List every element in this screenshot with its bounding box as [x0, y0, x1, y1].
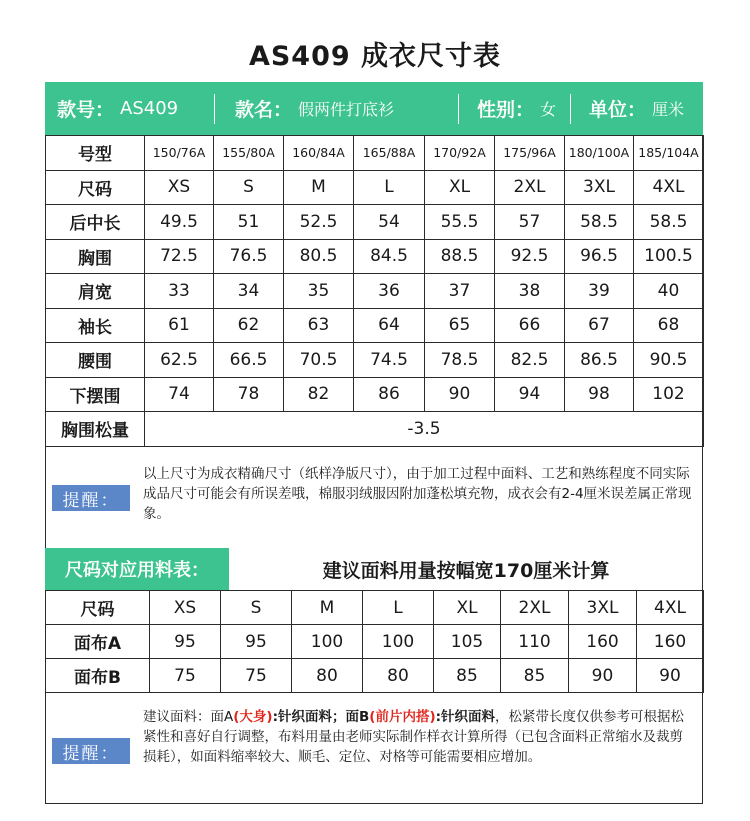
table-cell: 84.5: [354, 239, 425, 274]
row-label: 肩宽: [46, 274, 145, 309]
table-cell: 88.5: [425, 239, 495, 274]
table-cell: 96.5: [565, 239, 634, 274]
table-cell: 82.5: [495, 343, 565, 378]
table-cell: 62: [214, 308, 284, 343]
product-header-bar: [45, 82, 703, 135]
table-cell: XL: [425, 170, 495, 205]
fabric-usage-header: [45, 548, 703, 590]
table-cell: 90: [425, 377, 495, 412]
table-cell: 160: [637, 625, 704, 659]
row-label: 面布B: [46, 659, 150, 693]
row-label: 号型: [46, 136, 145, 171]
table-cell: 75: [150, 659, 221, 693]
table-cell: 34: [214, 274, 284, 309]
table-cell: L: [363, 591, 434, 625]
table-cell: 74: [145, 377, 214, 412]
fabric-table-title: 尺码对应用料表：: [45, 548, 229, 590]
notice-box-sizes: [45, 447, 703, 548]
table-cell: 67: [565, 308, 634, 343]
table-cell: 78.5: [425, 343, 495, 378]
table-cell: 102: [634, 377, 704, 412]
fabric-usage-table: [45, 590, 704, 693]
fabric-notice-part: :针织面料；面B: [272, 709, 370, 725]
table-cell: 92.5: [495, 239, 565, 274]
row-label: 腰围: [46, 343, 145, 378]
table-cell: 66: [495, 308, 565, 343]
table-cell: 85: [434, 659, 501, 693]
row-label: 尺码: [46, 591, 150, 625]
table-cell: 82: [284, 377, 354, 412]
table-cell: M: [284, 170, 354, 205]
table-cell: 95: [221, 625, 292, 659]
table-row: [46, 170, 704, 205]
table-cell: 35: [284, 274, 354, 309]
table-cell: 100: [292, 625, 363, 659]
ease-label: 胸围松量: [46, 412, 145, 447]
unit-field: [571, 82, 703, 135]
table-row: [46, 625, 704, 659]
fabric-width-note: 建议面料用量按幅宽170厘米计算: [322, 559, 610, 582]
table-row: [46, 591, 704, 625]
row-label: 下摆围: [46, 377, 145, 412]
table-cell: 4XL: [634, 170, 704, 205]
row-label: 胸围: [46, 239, 145, 274]
table-cell: 70.5: [284, 343, 354, 378]
style-name-field: [215, 82, 459, 135]
table-cell: 100.5: [634, 239, 704, 274]
table-cell: 64: [354, 308, 425, 343]
table-cell: 63: [284, 308, 354, 343]
row-label: 面布A: [46, 625, 150, 659]
table-cell: 90: [637, 659, 704, 693]
style-number-value: AS409: [120, 98, 179, 119]
table-cell: 61: [145, 308, 214, 343]
notice-button: 提醒：: [52, 738, 130, 764]
table-cell: 49.5: [145, 205, 214, 240]
fabric-notice-highlight: (大身): [233, 709, 273, 725]
table-cell: 160: [569, 625, 637, 659]
table-cell: 75: [221, 659, 292, 693]
table-cell: 39: [565, 274, 634, 309]
table-cell: XS: [150, 591, 221, 625]
table-cell: 57: [495, 205, 565, 240]
table-cell: 80: [363, 659, 434, 693]
table-cell: 94: [495, 377, 565, 412]
table-row: [46, 205, 704, 240]
style-name-value: 假两件打底衫: [298, 100, 395, 119]
table-cell: 100: [363, 625, 434, 659]
table-cell: 33: [145, 274, 214, 309]
table-cell: 68: [634, 308, 704, 343]
table-cell: 58.5: [565, 205, 634, 240]
table-cell: S: [221, 591, 292, 625]
table-cell: 2XL: [495, 170, 565, 205]
table-cell: 54: [354, 205, 425, 240]
table-row: [46, 136, 704, 171]
style-name-label: 款名：: [235, 99, 293, 121]
table-cell: 90.5: [634, 343, 704, 378]
table-row: [46, 274, 704, 309]
notice-box-fabric: [45, 691, 703, 804]
table-cell: 90: [569, 659, 637, 693]
gender-label: 性别：: [477, 99, 535, 121]
table-cell: 86: [354, 377, 425, 412]
table-cell: 155/80A: [214, 136, 284, 171]
table-cell: 40: [634, 274, 704, 309]
table-cell: 76.5: [214, 239, 284, 274]
table-cell: 3XL: [565, 170, 634, 205]
table-cell: 62.5: [145, 343, 214, 378]
table-cell: 58.5: [634, 205, 704, 240]
style-number-label: 款号：: [57, 99, 115, 121]
fabric-notice-part: 建议面料：面A: [143, 709, 234, 725]
table-cell: 165/88A: [354, 136, 425, 171]
table-cell: XS: [145, 170, 214, 205]
table-cell: 98: [565, 377, 634, 412]
table-row: [46, 239, 704, 274]
gender-field: [459, 82, 571, 135]
fabric-notice-part: :针织面料: [435, 709, 496, 725]
gender-value: 女: [540, 100, 557, 119]
table-cell: L: [354, 170, 425, 205]
table-cell: S: [214, 170, 284, 205]
table-cell: 37: [425, 274, 495, 309]
table-cell: 3XL: [569, 591, 637, 625]
row-label: 后中长: [46, 205, 145, 240]
table-cell: 110: [501, 625, 569, 659]
row-label: 袖长: [46, 308, 145, 343]
unit-value: 厘米: [652, 100, 685, 119]
table-cell: 72.5: [145, 239, 214, 274]
table-row: [46, 343, 704, 378]
fabric-notice-part: ，松紧带长度仅供参考可根据松紧性和喜好自行调整，布料用量由老师实际制作样衣计算所得（已包含面料正常缩水及裁剪损耗），如面料缩率较大、顺毛、定位、对格等可能需要相应增加。: [143, 709, 685, 765]
table-cell: 95: [150, 625, 221, 659]
table-cell: 4XL: [637, 591, 704, 625]
table-cell: 180/100A: [565, 136, 634, 171]
table-row: [46, 377, 704, 412]
row-label: 尺码: [46, 170, 145, 205]
table-cell: 80.5: [284, 239, 354, 274]
fabric-notice-highlight: (前片内搭): [369, 709, 436, 725]
table-cell: 160/84A: [284, 136, 354, 171]
table-cell: 51: [214, 205, 284, 240]
fabric-notice-text: [143, 707, 695, 767]
notice-button: 提醒：: [52, 485, 130, 511]
table-cell: 65: [425, 308, 495, 343]
table-cell: 150/76A: [145, 136, 214, 171]
table-cell: 55.5: [425, 205, 495, 240]
table-row: [46, 412, 704, 447]
unit-label: 单位：: [589, 99, 647, 121]
table-cell: 78: [214, 377, 284, 412]
table-row: [46, 659, 704, 693]
table-cell: XL: [434, 591, 501, 625]
ease-value: -3.5: [145, 412, 704, 447]
table-cell: 105: [434, 625, 501, 659]
table-cell: 36: [354, 274, 425, 309]
table-cell: 80: [292, 659, 363, 693]
table-cell: 52.5: [284, 205, 354, 240]
table-cell: 2XL: [501, 591, 569, 625]
table-cell: 74.5: [354, 343, 425, 378]
table-cell: 185/104A: [634, 136, 704, 171]
table-cell: 66.5: [214, 343, 284, 378]
table-cell: 170/92A: [425, 136, 495, 171]
size-table: [45, 135, 704, 447]
table-row: [46, 308, 704, 343]
table-cell: 175/96A: [495, 136, 565, 171]
table-cell: M: [292, 591, 363, 625]
table-cell: 86.5: [565, 343, 634, 378]
notice-text: 以上尺寸为成衣精确尺寸（纸样净版尺寸），由于加工过程中面料、工艺和熟练程度不同实际成品尺寸可能会有所误差哦，棉服羽绒服因附加蓬松填充物，成衣会有2-4厘米误差属正常现象。: [143, 466, 692, 522]
style-number-field: [45, 82, 215, 135]
table-cell: 85: [501, 659, 569, 693]
table-cell: 38: [495, 274, 565, 309]
page-title: AS409 成衣尺寸表: [248, 41, 502, 72]
